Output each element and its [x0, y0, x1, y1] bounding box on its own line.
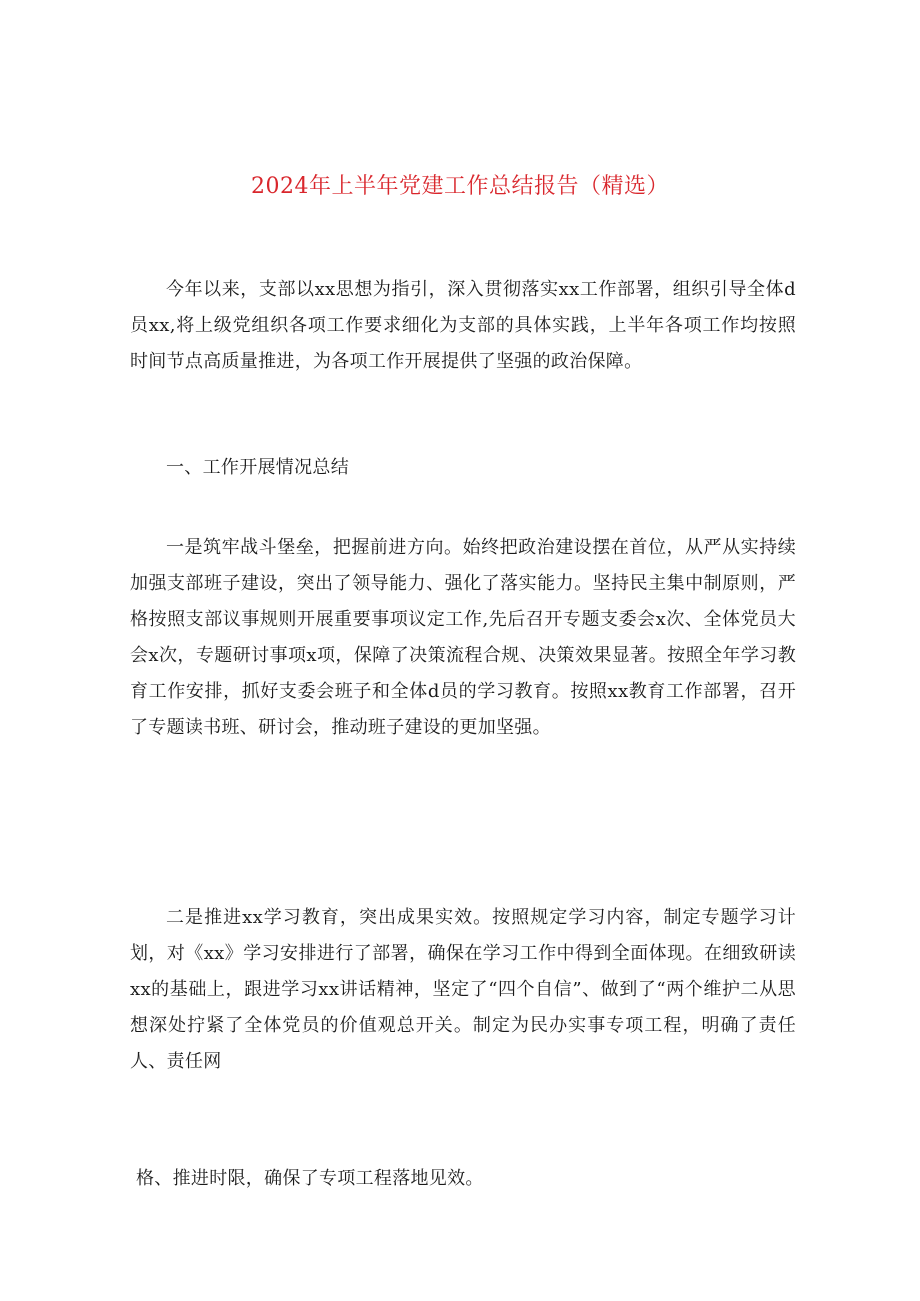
second-point-paragraph: 二是推进xx学习教育，突出成果实效。按照规定学习内容，制定专题学习计划，对《xx》学习安排进行了部署，确保在学习工作中得到全面体现。在细致研读xx的基础上，跟进学习xx讲话精神，坚定了“四个自信”、做到了“两个维护二从思想深处拧紧了全体党员的价值观总开关。制定为民办实事专项工程，明确了责任人、责任网: [130, 907, 796, 1072]
first-point-paragraph: 一是筑牢战斗堡垒，把握前进方向。始终把政治建设摆在首位，从严从实持续加强支部班子建设，突出了领导能力、强化了落实能力。坚持民主集中制原则，严格按照支部议事规则开展重要事项议定工作,先后召开专题支委会x次、全体党员大会x次，专题研讨事项x项，保障了决策流程合规、决策效果显著。按照全年学习教育工作安排，抓好支委会班子和全体d员的学习教育。按照xx教育工作部署，召开了专题读书班、研讨会，推动班子建设的更加坚强。: [130, 537, 796, 738]
continuation-paragraph: 格、推进时限，确保了专项工程落地见效。: [136, 1168, 484, 1189]
document-title: 2024年上半年党建工作总结报告（精选）: [251, 174, 669, 199]
intro-paragraph: 今年以来，支部以xx思想为指引，深入贯彻落实xx工作部署，组织引导全体d员xx,将上级党组织各项工作要求细化为支部的具体实践，上半年各项工作均按照时间节点高质量推进，为各项工作开展提供了坚强的政治保障。: [130, 279, 796, 372]
section-heading: 一、工作开展情况总结: [166, 457, 349, 478]
